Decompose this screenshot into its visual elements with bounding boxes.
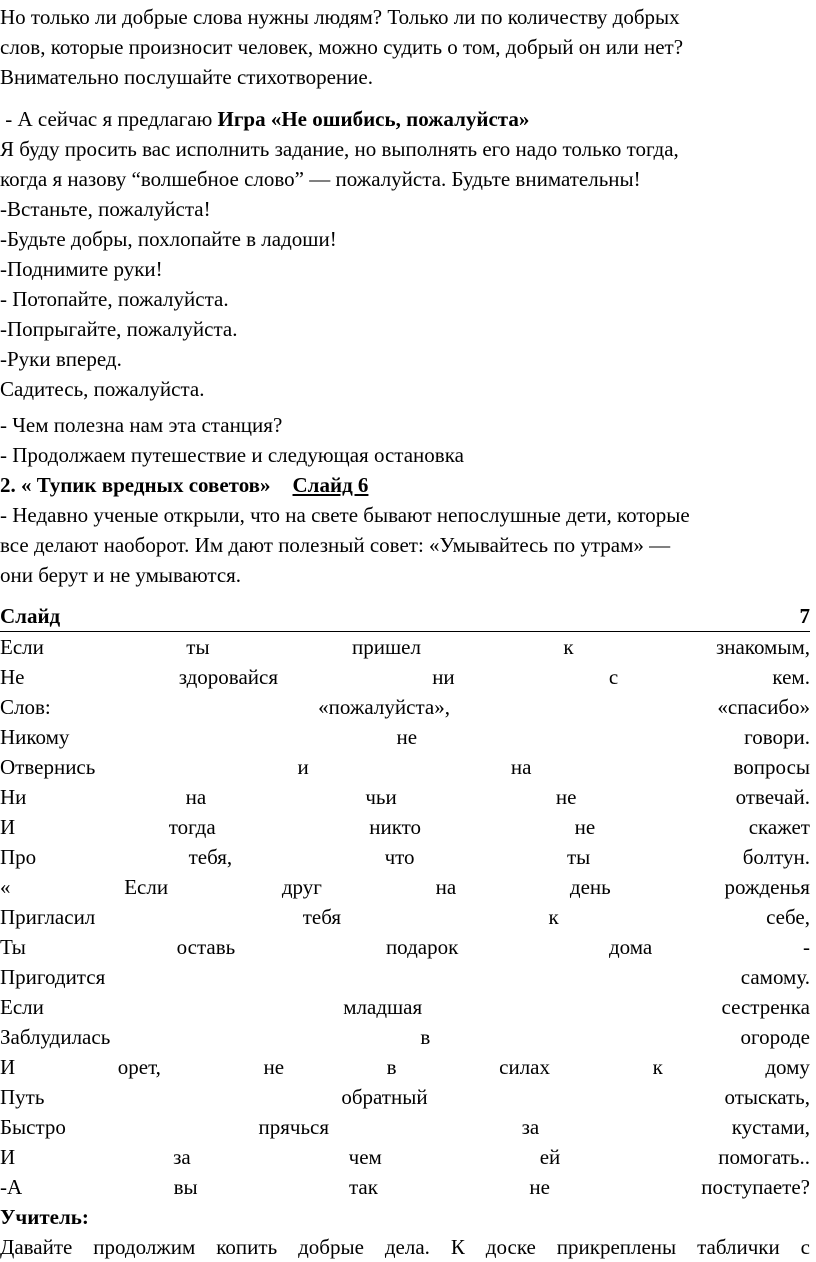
poem-line <box>0 692 810 722</box>
poem-word: Путь <box>0 1085 45 1109</box>
poem-word: «пожалуйста», <box>318 695 450 719</box>
poem-word: Ты <box>0 935 26 959</box>
poem-word: Никому <box>0 725 70 749</box>
poem-word: Если <box>0 635 44 659</box>
poem-word: пришел <box>351 635 421 659</box>
poem-line <box>0 1052 810 1082</box>
intro-line: Но только ли добрые слова нужны людям? Только ли по количеству добрых <box>0 5 680 29</box>
poem-word: И <box>0 815 16 839</box>
intro-line: Внимательно послушайте стихотворение. <box>0 65 373 89</box>
poem-word: за <box>173 1145 191 1169</box>
poem-word: ни <box>432 665 455 689</box>
poem-word: кем. <box>772 665 810 689</box>
poem-word: прячься <box>258 1115 330 1139</box>
poem-word: так <box>348 1175 378 1199</box>
poem-word: не <box>396 725 418 749</box>
poem-word: себе, <box>766 905 810 929</box>
poem-word: тебя, <box>188 845 233 869</box>
poem-word: никто <box>369 815 422 839</box>
teacher-label: Учитель: <box>0 1205 89 1229</box>
poem-word: Отвернись <box>0 755 96 779</box>
poem-word: не <box>263 1055 285 1079</box>
poem-word: к <box>548 905 559 929</box>
poem-word: скажет <box>748 815 810 839</box>
poem-word: Пригодится <box>0 965 106 989</box>
poem-word: знакомым, <box>715 635 810 659</box>
game-title: Игра «Не ошибись, пожалуйста» <box>217 107 530 131</box>
poem-line <box>0 632 810 662</box>
intro-paragraph <box>0 2 812 92</box>
poem-line <box>0 722 810 752</box>
intro-line: слов, которые произносит человек, можно судить о том, добрый он или нет? <box>0 35 684 59</box>
poem-word: с <box>608 665 619 689</box>
section-2-heading <box>0 470 812 500</box>
poem-word: « <box>0 875 11 899</box>
poem-word: помогать.. <box>718 1145 810 1169</box>
poem-word: в <box>420 1025 431 1049</box>
teacher-word: дела. <box>384 1235 430 1259</box>
slide-7-label: Слайд <box>0 604 61 628</box>
poem-word: Заблудилась <box>0 1025 111 1049</box>
poem-line <box>0 812 810 842</box>
poem-line <box>0 842 810 872</box>
section-2-title: 2. « Тупик вредных советов» <box>0 473 271 497</box>
poem-line <box>0 1082 810 1112</box>
poem-word: огороде <box>740 1025 810 1049</box>
poem-word: -А <box>0 1175 23 1199</box>
poem-word: тогда <box>168 815 216 839</box>
game-line: -Поднимите руки! <box>0 257 163 281</box>
poem-word: на <box>185 785 207 809</box>
poem-word: дому <box>765 1055 810 1079</box>
poem-word: обратный <box>341 1085 428 1109</box>
poem-line <box>0 1112 810 1142</box>
teacher-word: таблички <box>697 1235 780 1259</box>
station-line: - Продолжаем путешествие и следующая остановка <box>0 443 464 467</box>
slide-7-number: 7 <box>799 604 810 628</box>
section-2-line: все делают наоборот. Им дают полезный совет: «Умывайтесь по утрам» — <box>0 533 671 557</box>
poem-word: ей <box>539 1145 561 1169</box>
poem-word: младшая <box>343 995 423 1019</box>
poem-word: тебя <box>302 905 342 929</box>
poem-word: чем <box>348 1145 382 1169</box>
poem-word: кустами, <box>731 1115 810 1139</box>
game-heading <box>0 104 812 134</box>
poem-line <box>0 962 810 992</box>
game-line: когда я назову “волшебное слово” — пожалуйста. Будьте внимательны! <box>0 167 641 191</box>
poem-word: говори. <box>744 725 810 749</box>
teacher-word: доске <box>485 1235 536 1259</box>
poem-word: не <box>555 785 577 809</box>
poem-word: оставь <box>176 935 236 959</box>
poem-word: ты <box>566 845 591 869</box>
poem <box>0 632 812 1202</box>
poem-line <box>0 662 810 692</box>
poem-line <box>0 1172 810 1202</box>
poem-word: рожденья <box>724 875 810 899</box>
poem-word: чьи <box>365 785 397 809</box>
poem-word: подарок <box>385 935 459 959</box>
poem-word: к <box>652 1055 663 1079</box>
poem-word: друг <box>281 875 322 899</box>
poem-line <box>0 872 810 902</box>
poem-word: силах <box>499 1055 550 1079</box>
teacher-word: с <box>800 1235 810 1259</box>
poem-word: отыскать, <box>724 1085 810 1109</box>
poem-line <box>0 752 810 782</box>
poem-word: сестренка <box>721 995 810 1019</box>
slide-7-heading <box>0 602 810 632</box>
teacher-word: прикреплены <box>556 1235 677 1259</box>
game-line: - Потопайте, пожалуйста. <box>0 287 229 311</box>
section-2-line: они берут и не умываются. <box>0 563 242 587</box>
poem-line <box>0 1022 810 1052</box>
game-line: -Будьте добры, похлопайте в ладоши! <box>0 227 337 251</box>
poem-word: болтун. <box>742 845 810 869</box>
game-prefix: - А сейчас я предлагаю <box>0 107 218 131</box>
poem-word: Если <box>124 875 169 899</box>
poem-word: что <box>384 845 415 869</box>
poem-word: Слов: <box>0 695 51 719</box>
game-line: -Встаньте, пожалуйста! <box>0 197 211 221</box>
poem-word: Пригласил <box>0 905 96 929</box>
poem-word: - <box>802 935 810 959</box>
teacher-word: добрые <box>298 1235 364 1259</box>
teacher-word: К <box>450 1235 465 1259</box>
poem-word: орет, <box>117 1055 161 1079</box>
teacher-word: копить <box>216 1235 278 1259</box>
section-2-slide: Слайд 6 <box>292 473 369 497</box>
poem-word: Не <box>0 665 25 689</box>
poem-word: и <box>297 755 309 779</box>
poem-word: день <box>569 875 611 899</box>
poem-word: И <box>0 1145 16 1169</box>
poem-word: здоровайся <box>178 665 278 689</box>
section-2-line: - Недавно ученые открыли, что на свете бывают непослушные дети, которые <box>0 503 690 527</box>
poem-word: «спасибо» <box>717 695 810 719</box>
poem-word: на <box>435 875 457 899</box>
poem-word: дома <box>609 935 653 959</box>
poem-word: И <box>0 1055 16 1079</box>
game-section <box>0 104 812 404</box>
section-2 <box>0 470 812 590</box>
poem-word: за <box>521 1115 540 1139</box>
poem-word: Про <box>0 845 37 869</box>
poem-word: Если <box>0 995 44 1019</box>
poem-word: поступаете? <box>701 1175 810 1199</box>
game-line: Садитесь, пожалуйста. <box>0 377 205 401</box>
poem-word: на <box>510 755 532 779</box>
document-page <box>0 2 812 1262</box>
poem-line <box>0 932 810 962</box>
station-section <box>0 410 812 470</box>
poem-word: ты <box>186 635 210 659</box>
poem-word: не <box>574 815 596 839</box>
teacher-word: Давайте <box>0 1235 73 1259</box>
game-line: Я буду просить вас исполнить задание, но выполнять его надо только тогда, <box>0 137 679 161</box>
game-line: -Попрыгайте, пожалуйста. <box>0 317 238 341</box>
teacher-word: продолжим <box>93 1235 196 1259</box>
poem-word: отвечай. <box>735 785 810 809</box>
poem-word: не <box>529 1175 550 1199</box>
poem-line <box>0 992 810 1022</box>
poem-word: Ни <box>0 785 27 809</box>
poem-line <box>0 902 810 932</box>
poem-word: вопросы <box>733 755 810 779</box>
poem-word: самому. <box>740 965 810 989</box>
poem-word: в <box>386 1055 397 1079</box>
poem-word: вы <box>173 1175 198 1199</box>
poem-line <box>0 1142 810 1172</box>
poem-word: к <box>563 635 574 659</box>
station-line: - Чем полезна нам эта станция? <box>0 413 283 437</box>
poem-line <box>0 782 810 812</box>
poem-word: Быстро <box>0 1115 66 1139</box>
game-line: -Руки вперед. <box>0 347 122 371</box>
